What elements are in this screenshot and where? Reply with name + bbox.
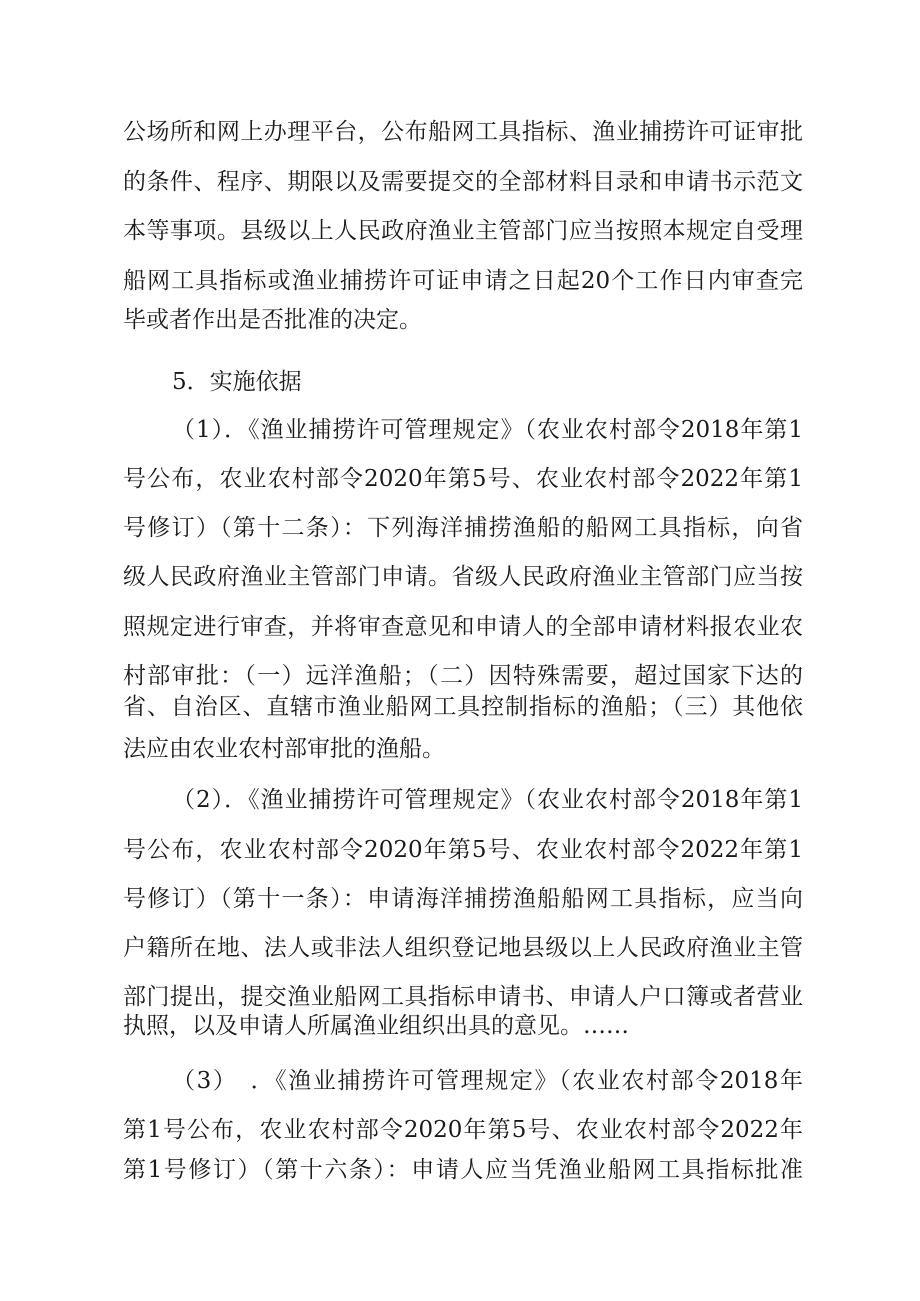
paragraph-line: 省、自治区、直辖市渔业船网工具控制指标的渔船；（三）其他依 [123,694,803,720]
paragraph-line: （1）．《渔业捕捞许可管理规定》（农业农村部令2018年第1 [172,417,803,443]
paragraph-line: 户籍所在地、法人或非法人组织登记地县级以上人民政府渔业主管 [123,935,803,961]
paragraph-line: 号修订）（第十二条）：下列海洋捕捞渔船的船网工具指标，向省 [123,515,803,541]
paragraph-line: 部门提出，提交渔业船网工具指标申请书、申请人户口簿或者营业 [123,984,803,1010]
section-heading: 5．实施依据 [172,369,302,395]
paragraph-line: 第1号修订）（第十六条）：申请人应当凭渔业船网工具指标批准 [123,1157,803,1183]
paragraph-line: 本等事项。县级以上人民政府渔业主管部门应当按照本规定自受理 [123,218,803,244]
paragraph-line: 号公布，农业农村部令2020年第5号、农业农村部令2022年第1 [123,837,803,863]
paragraph-line: 执照，以及申请人所属渔业组织出具的意见。…… [123,1013,629,1039]
paragraph-line: 村部审批：（一）远洋渔船；（二）因特殊需要，超过国家下达的 [123,663,803,689]
paragraph-line: 船网工具指标或渔业捕捞许可证申请之日起20个工作日内审查完 [123,268,803,294]
paragraph-line: （3） ．《渔业捕捞许可管理规定》（农业农村部令2018年 [172,1068,803,1094]
paragraph-line: 级人民政府渔业主管部门申请。省级人民政府渔业主管部门应当按 [123,564,803,590]
paragraph-line: 照规定进行审查，并将审查意见和申请人的全部申请材料报农业农 [123,614,803,640]
paragraph-line: （2）．《渔业捕捞许可管理规定》（农业农村部令2018年第1 [172,787,803,813]
paragraph-line: 公场所和网上办理平台，公布船网工具指标、渔业捕捞许可证审批 [123,119,803,145]
paragraph-line: 法应由农业农村部审批的渔船。 [123,736,445,762]
paragraph-line: 毕或者作出是否批准的决定。 [123,307,422,333]
paragraph-line: 号公布，农业农村部令2020年第5号、农业农村部令2022年第1 [123,466,803,492]
paragraph-line: 第1号公布，农业农村部令2020年第5号、农业农村部令2022年 [123,1117,803,1143]
paragraph-line: 的条件、程序、期限以及需要提交的全部材料目录和申请书示范文 [123,169,803,195]
paragraph-line: 号修订）（第十一条）：申请海洋捕捞渔船船网工具指标，应当向 [123,886,803,912]
